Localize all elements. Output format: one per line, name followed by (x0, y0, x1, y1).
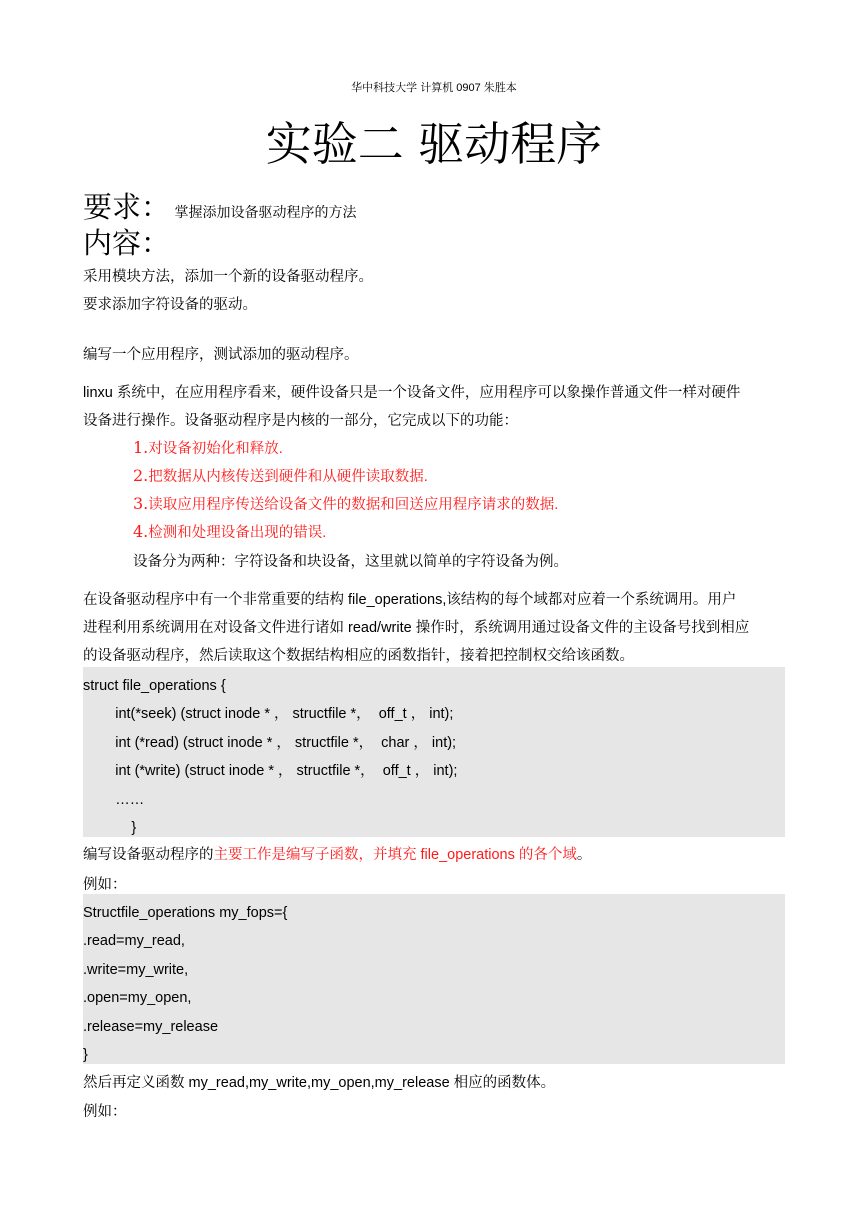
paragraph-fops-intro-2: 进程利用系统调用在对设备文件进行诸如 read/write 操作时，系统调用通过设备文件的主设备号找到相应 (83, 620, 750, 636)
function-item (133, 462, 428, 491)
paragraph-module-method: 采用模块方法，添加一个新的设备驱动程序。 (83, 269, 373, 285)
code-line: …… (83, 791, 145, 808)
function-number: 2. (133, 466, 149, 485)
function-item (133, 490, 558, 519)
paragraph-linux-devices-1: linxu 系统中，在应用程序看来，硬件设备只是一个设备文件，应用程序可以象操作普通文件一样对硬件 (83, 385, 741, 401)
requirement-text: 掌握添加设备驱动程序的方法 (174, 204, 357, 220)
requirement-line (83, 190, 356, 226)
page-header: 华中科技大学 计算机 0907 朱胜本 (351, 82, 517, 94)
example-label: 例如： (83, 877, 127, 893)
code-line: .read=my_read, (83, 933, 185, 950)
code-line: .release=my_release (83, 1018, 219, 1035)
function-number: 1. (133, 438, 149, 457)
code-line: .write=my_write, (83, 961, 189, 978)
paragraph-linux-devices-2: 设备进行操作。设备驱动程序是内核的一部分，它完成以下的功能： (83, 413, 518, 429)
function-text: 读取应用程序传送给设备文件的数据和回送应用程序请求的数据. (148, 497, 559, 513)
example-label: 例如： (83, 1104, 127, 1120)
paragraph-main-work (83, 841, 785, 869)
code-line: struct file_operations { (83, 678, 226, 694)
function-text: 检测和处理设备出现的错误. (148, 525, 327, 541)
paragraph-device-types: 设备分为两种：字符设备和块设备，这里就以简单的字符设备为例。 (133, 554, 568, 570)
page-title: 实验二 驱动程序 (265, 117, 603, 171)
paragraph-then-define: 然后再定义函数 my_read,my_write,my_open,my_release 相应的函数体。 (83, 1075, 556, 1091)
main-work-prefix: 编写设备驱动程序的 (83, 847, 214, 863)
code-block-fops (83, 894, 785, 1064)
main-work-suffix: 。 (576, 847, 592, 863)
code-line: } (83, 819, 137, 836)
function-number: 4. (133, 522, 149, 541)
paragraph-fops-intro-1: 在设备驱动程序中有一个非常重要的结构 file_operations,该结构的每个域都对应着一个系统调用。用户 (83, 592, 737, 608)
requirement-label: 要求： (83, 190, 171, 224)
content-label: 内容： (83, 226, 171, 260)
code-line: } (83, 1046, 88, 1063)
code-block-struct (83, 667, 785, 837)
code-line: .open=my_open, (83, 990, 192, 1007)
paragraph-test-app: 编写一个应用程序，测试添加的驱动程序。 (83, 347, 359, 363)
paragraph-fops-intro-3: 的设备驱动程序，然后读取这个数据结构相应的函数指针，接着把控制权交给该函数。 (83, 648, 634, 664)
content-heading (83, 226, 170, 258)
function-text: 对设备初始化和释放. (148, 441, 283, 457)
code-line: int(*seek) (struct inode * ， structfile *， off_t ， int); (83, 706, 454, 723)
function-item (133, 434, 283, 463)
function-item (133, 518, 326, 547)
code-line: int (*read) (struct inode * ， structfile *， char ， int); (83, 734, 457, 751)
function-text: 把数据从内核传送到硬件和从硬件读取数据. (148, 469, 428, 485)
main-work-highlight: 主要工作是编写子函数，并填充 file_operations 的各个域 (213, 847, 577, 863)
code-line: Structfile_operations my_fops={ (83, 905, 288, 921)
paragraph-char-device: 要求添加字符设备的驱动。 (83, 297, 257, 313)
function-number: 3. (133, 494, 149, 513)
code-line: int (*write) (struct inode * ， structfile *， off_t ， int); (83, 763, 458, 780)
